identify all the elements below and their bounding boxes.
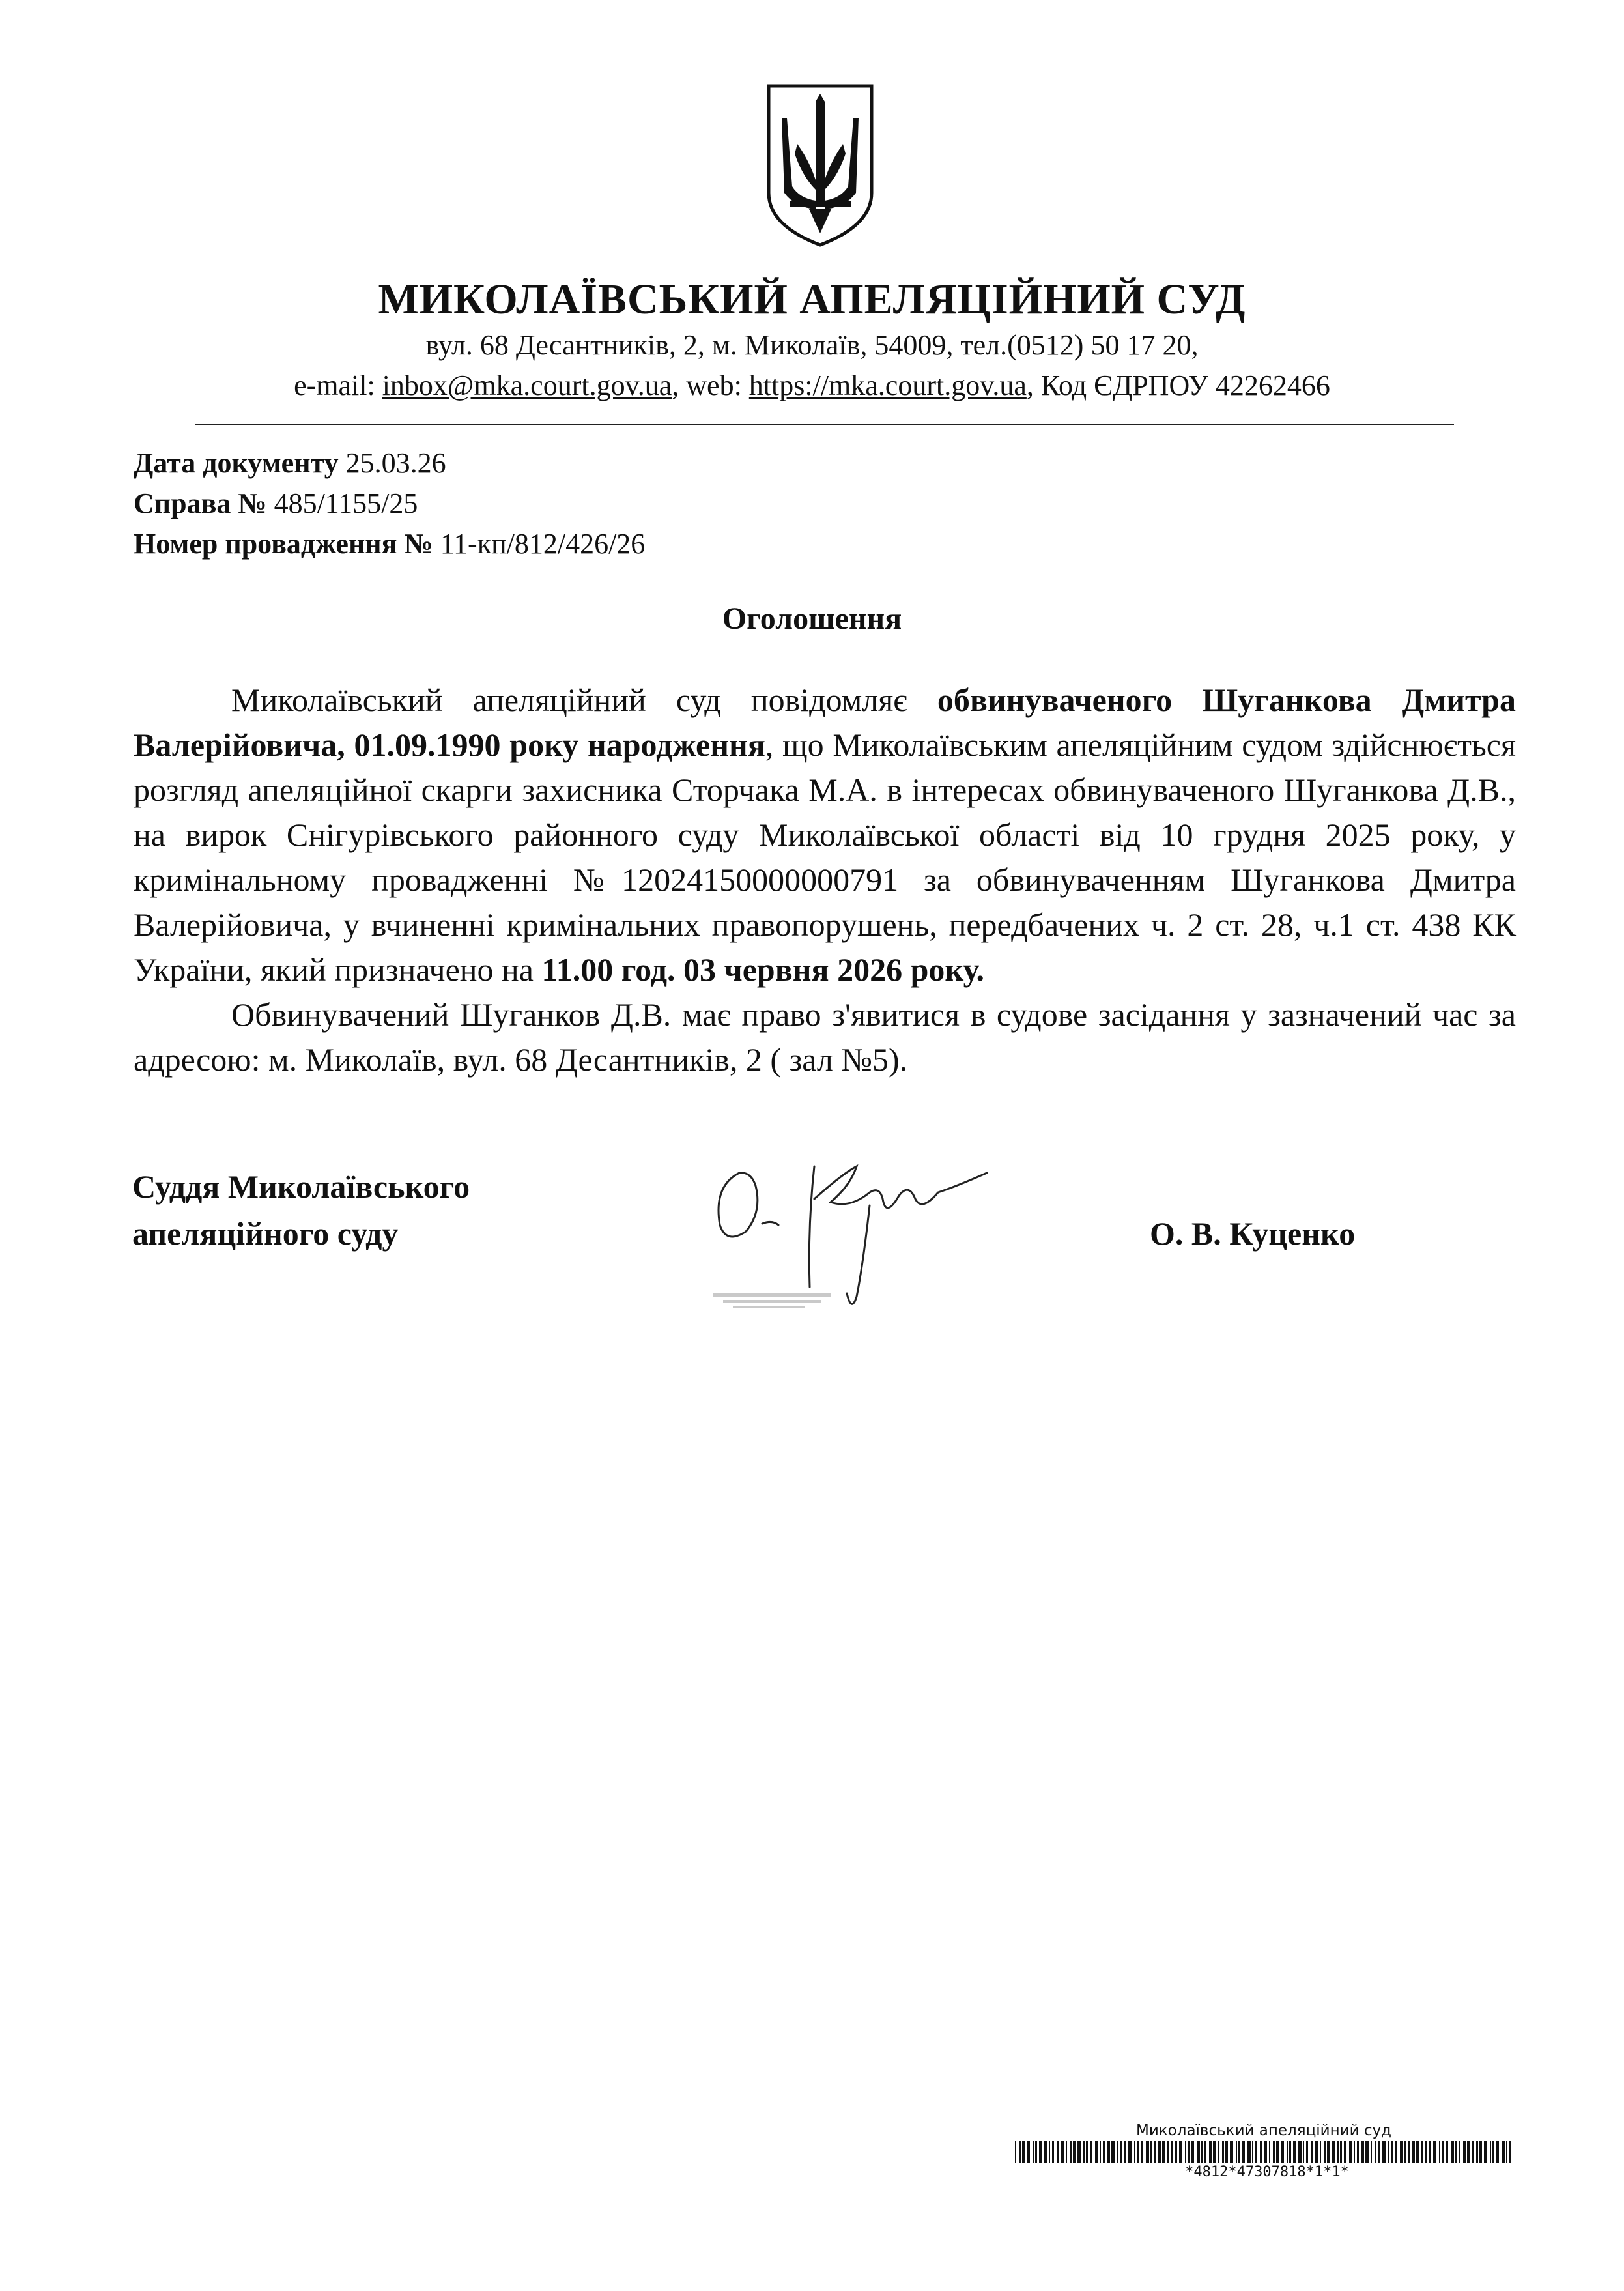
court-contacts bbox=[0, 366, 1624, 405]
proceeding-label: Номер провадження № bbox=[134, 528, 433, 560]
proceeding-number bbox=[134, 524, 645, 564]
header-divider bbox=[195, 424, 1454, 425]
judge-title bbox=[132, 1163, 470, 1257]
handwritten-signature bbox=[700, 1147, 1039, 1329]
notice-intro: Миколаївський апеляційний суд повідомляє bbox=[231, 682, 937, 718]
notice-details: , що Миколаївським апеляційним судом здійснюється розгляд апеляційної скарги захисника Сторчака М.А. в інтересах обвинуваченого Шуганкова Д.В., на вирок Снігурівського районного суду Миколаївської області від 10 грудня 2025 року, у кримінальному провадженні №12024150000000791 за обвинуваченням Шуганкова Дмитра Валерійовича, у вчиненні кримінальних правопорушень, передбачених ч. 2 ст. 28, ч.1 ст. 438 КК України, який призначено на bbox=[134, 727, 1516, 988]
proceeding-value: 11-кп/812/426/26 bbox=[433, 528, 646, 560]
document-date bbox=[134, 443, 446, 483]
court-address: вул. 68 Десантників, 2, м. Миколаїв, 54009, тел.(0512) 50 17 20, bbox=[425, 329, 1199, 361]
judge-title-line1: Суддя Миколаївського bbox=[132, 1168, 470, 1205]
hearing-datetime: 11.00 год. 03 червня 2026 року. bbox=[541, 951, 984, 988]
judge-name: О. В. Куценко bbox=[1150, 1215, 1356, 1252]
web-link[interactable]: https://mka.court.gov.ua bbox=[748, 369, 1027, 401]
case-label: Справа № bbox=[134, 487, 267, 519]
announcement-body bbox=[134, 678, 1516, 1082]
paragraph-notice bbox=[134, 678, 1516, 992]
edrpou-code: , Код ЄДРПОУ 42262466 bbox=[1026, 369, 1330, 401]
case-number bbox=[134, 483, 418, 524]
email-link[interactable]: inbox@mka.court.gov.ua bbox=[382, 369, 672, 401]
document-title: Оголошення bbox=[722, 601, 902, 636]
registration-code: *4812*47307818*1*1* bbox=[1185, 2164, 1349, 2180]
court-name: МИКОЛАЇВСЬКИЙ АПЕЛЯЦІЙНИЙ СУД bbox=[378, 276, 1246, 323]
web-label: , web: bbox=[672, 369, 749, 401]
accused-identity: обвинуваченого Шуганкова Дмитра Валерійовича, 01.09.1990 року народження bbox=[134, 682, 1516, 763]
paragraph-rights: Обвинувачений Шуганков Д.В. має право з'явитися в судове засідання у зазначений час за адресою: м. Миколаїв, вул. 68 Десантників, 2 ( зал №5). bbox=[134, 996, 1516, 1078]
coat-of-arms-trident-icon bbox=[763, 82, 877, 248]
case-value: 485/1155/25 bbox=[266, 487, 418, 519]
date-label: Дата документу bbox=[134, 447, 339, 479]
email-label: e-mail: bbox=[294, 369, 382, 401]
judge-title-line2: апеляційного суду bbox=[132, 1215, 399, 1252]
date-value: 25.03.26 bbox=[338, 447, 446, 479]
registration-stamp-court: Миколаївський апеляційний суд bbox=[1135, 2122, 1391, 2139]
barcode-icon bbox=[1015, 2141, 1517, 2163]
